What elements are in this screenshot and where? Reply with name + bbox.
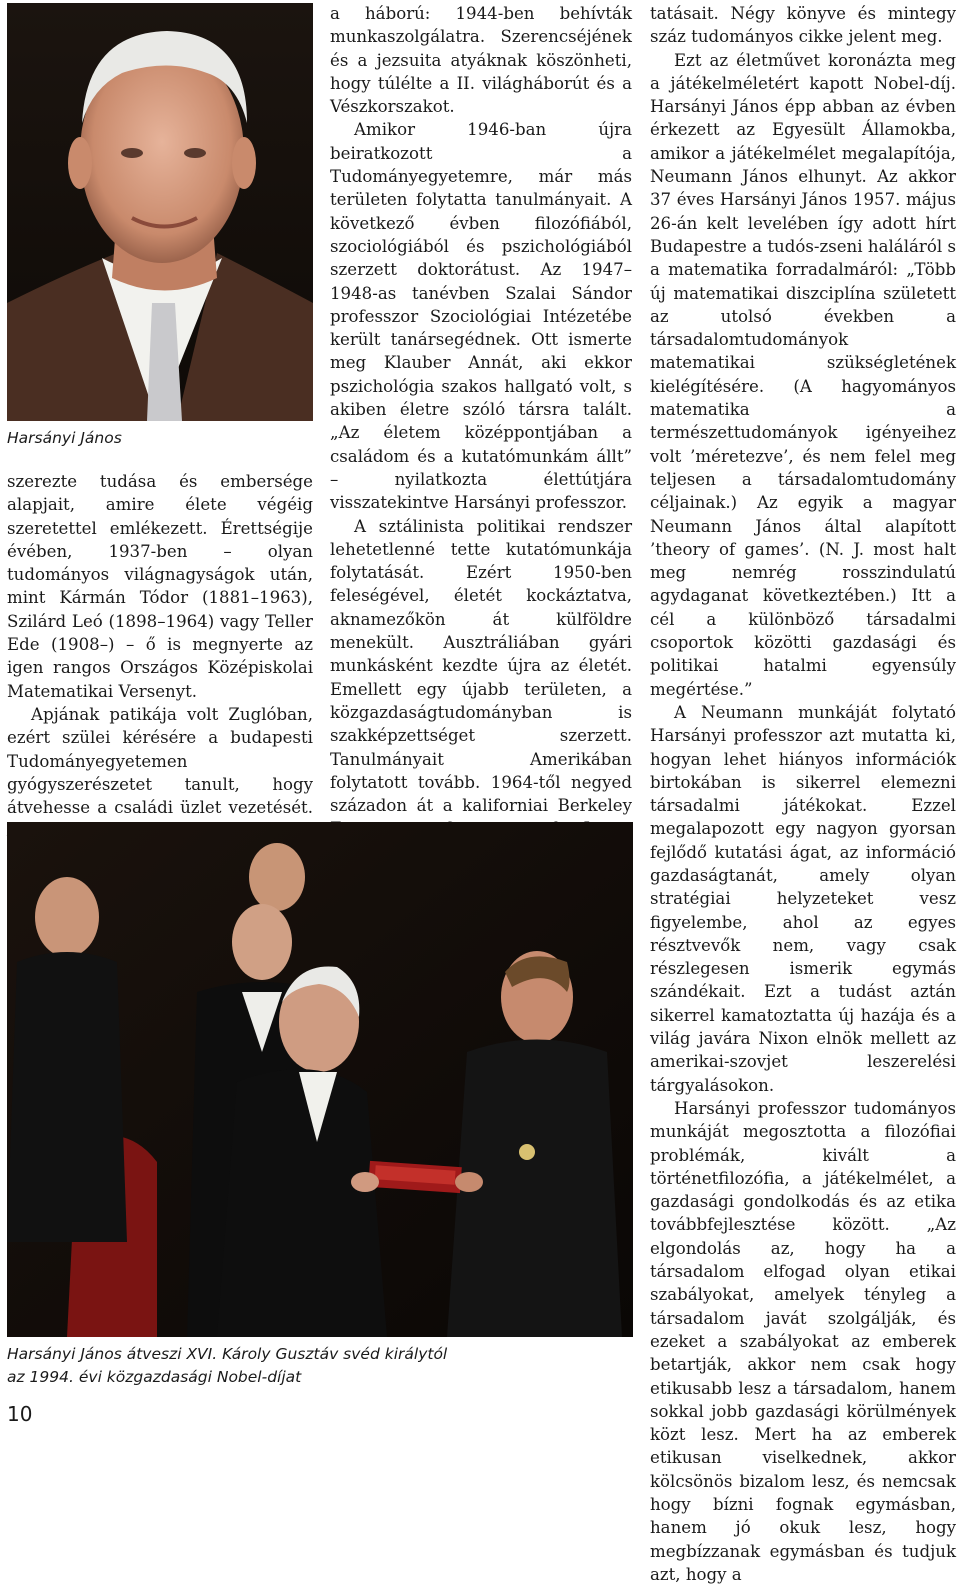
column-2 xyxy=(330,2,632,911)
paragraph: Harsányi professzor tudományos munkáját megosztotta a filozófiai problémák, kivált a történetfilozófia, a játékelmélet, a gazdasági gondolkodás és az etika továbbfejlesztése között. „Az elgondolás az, hogy ha a társadalom elfogad olyan etikai szabályokat, amelyek tényleg a társadalom javát szolgálják, és ezeket a szabályokat az emberek betartják, akkor nem csak hogy etikusabb lesz a társadalom, hanem sokkal jobb gazdasági körülmények közt lesz. Mert ha az emberek etikusan viselkednek, akkor kölcsönös bizalom lesz, és nemcsak hogy bízni fognak egymásban, hanem jó okuk lesz, hogy megbízzanak egymásban és tudjuk azt, hogy a xyxy=(650,1098,956,1584)
ceremony-caption-line-2: az 1994. évi közgazdasági Nobel-díjat xyxy=(7,1368,302,1386)
paragraph: A sztálinista politikai rendszer lehetetlenné tette kutatómunkája folytatását. Ezért 1950-ben feleségével, életét kockáztatva, aknamezőkön át külföldre menekült. Ausztráliában gyári munkásként kezdte újra az életét. Emellett egy újabb területen, a közgazdaságtudományban is szakképzettséget szerzett. Tanulmányait Amerikában folytatott tovább. 1964-től negyed századon át a kaliforniai Berkeley xyxy=(330,516,632,816)
paragraph: Ezt az életművet koronázta meg a játékelméletért kapott Nobel-díj. Harsányi János épp abban az évben érkezett az Egyesült Államokba, amikor a játékelmélet megalapítója, Neumann János elhunyt. Az akkor 37 éves Harsányi János 1957. május 26-án kelt levelében így adott hírt Budapestre a tudós-zseni haláláról s a matematika forradalmáról: „Több új matematikai diszciplína született az utolsó években a társadalomtudományok matematikai szükségletének kielégítésére. (A hagyományos matematika a természettudományok igényeihez volt ’méretezve’, és nem felel meg teljesen a társadalomtudomány céljainak.) Az egyik a magyar Neumann János által alapított ’theory of games’. (N. J. most halt meg nemrég rosszindulatú agydaganat következtében.) Itt a cél a különböző társadalmi csoportok közötti gazdasági és politikai hatalmi egyensúly megértése.” xyxy=(650,50,956,699)
paragraph: Apjának patikája volt Zuglóban, ezért szülei kérésére a budapesti Tudományegyetemen gyógyszerészetet tanult, hogy átvehesse a családi üzlet vezetését. xyxy=(7,704,313,818)
portrait-photo xyxy=(7,3,313,421)
ceremony-image xyxy=(7,822,633,1337)
column-1 xyxy=(7,470,313,843)
paragraph: A Neumann munkáját folytató Harsányi professzor azt mutatta ki, hogyan lehet hiányos információk birtokában is sikerrel elemezni társadalmi játékokat. Ezzel megalapozott egy nagyon gyorsan fejlődő kutatási ágat, az információ gazdaságtanát, amely olyan stratégiai helyzeteket vesz figyelembe, ahol az egyes résztvevők nem, vagy csak részlegesen ismerik egymás szándékait. Ezt a tudást aztán sikerrel kamatoztatta új hazája és a világ javára Nixon elnök mellett az amerikai-szovjet leszerelési tárgyalásokon. xyxy=(650,702,956,1095)
page-number: 10 xyxy=(7,1402,33,1426)
paragraph: Amikor 1946-ban újra beiratkozott a Tudományegyetemre, már más területen folytatta tanulmányait. A következő évben filozófiából, szociológiából és pszichológiából szerzett doktorátust. Az 1947–1948-as tanévben Szalai Sándor professzor Szociológiai Intézetébe került tanársegédnek. Ott ismerte meg Klauber Annát, aki ekkor pszichológia szakos hallgató volt, s akiben életre szóló társra talált. „Az életem középpontjában a családom és a kutatómunkám állt” – nyilatkozta élettútjára visszatekintve Harsányi professzor. xyxy=(330,120,632,513)
portrait-caption: Harsányi János xyxy=(7,429,122,447)
paragraph: tatásait. Négy könyve és mintegy száz tudományos cikke jelent meg. xyxy=(650,4,956,47)
paragraph: a háború: 1944-ben behívták munkaszolgálatra. Szerencséjének és a jezsuita atyáknak köszönheti, hogy túlélte a II. világháborút és a Vészkorszakot. xyxy=(330,4,632,117)
paragraph: szerezte tudása és embersége alapjait, amire élete végéig szeretettel emlékezett. Érettségije évében, 1937-ben – olyan tudományos világnagyságok után, mint Kármán Tódor (1881–1963), Szilárd Leó (1898–1964) vagy Teller Ede (1908–) – ő is megnyerte az igen rangos Országos Középiskolai Matematikai Versenyt. xyxy=(7,472,313,701)
portrait-image xyxy=(7,3,313,421)
column-3 xyxy=(650,2,956,1586)
ceremony-caption-line-1: Harsányi János átveszi XVI. Károly Gusztáv svéd királytól xyxy=(7,1345,448,1363)
nobel-ceremony-photo xyxy=(7,822,633,1337)
